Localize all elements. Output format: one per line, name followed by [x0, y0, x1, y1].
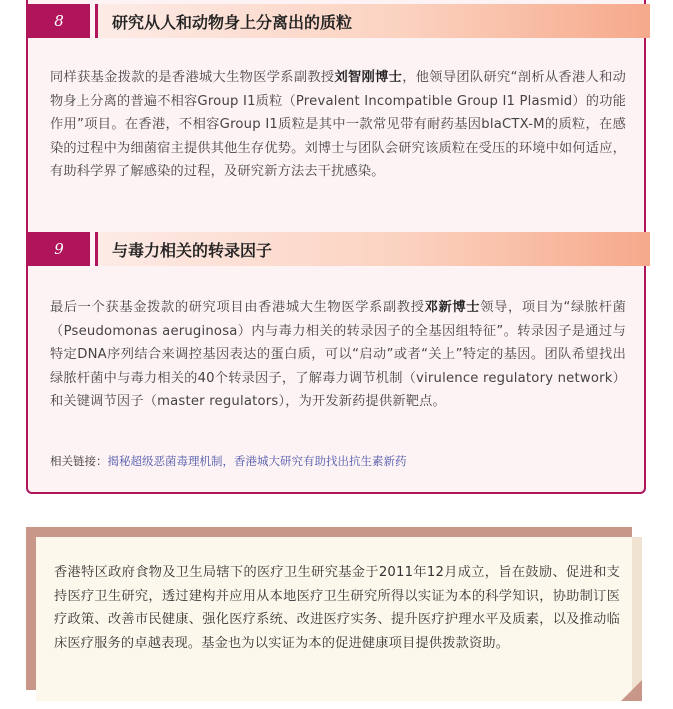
related-separator: ，: [222, 454, 234, 468]
note-paragraph: 香港特区政府食物及卫生局辖下的医疗卫生研究基金于2011年12月成立，旨在鼓励、促进和支持医疗卫生研究，透过建构并应用从本地医疗卫生研究所得以实证为本的科学知识，协助制订医疗政策、改善市民健康、强化医疗系统、改进医疗实务、提升医疗护理水平及质素，以及推动临床医疗服务的卓越表现。基金也为以实证为本的促进健康项目提供拨款资助。: [54, 565, 620, 651]
note-corner-decoration: [621, 680, 642, 701]
section-title-bar: [95, 4, 650, 38]
paragraph-text: ，他领导团队研究“剖析从香港人和动物身上分离的普遍不相容Group I1质粒（Prevalent Incompatible Group I1 Plasmid）的功能作用”项目。在香港，不相容Group I1质粒是其中一款常见带有耐药基因blaCTX-M的质粒，在感染的过程中为细菌宿主提供其他生存优势。刘博士与团队会研究该质粒在受压的环境中如何适应，有助科学界了解感染的过程，及研究新方法去干扰感染。: [50, 70, 626, 179]
section-title: 研究从人和动物身上分离出的质粒: [112, 12, 353, 32]
paragraph-text: 最后一个获基金拨款的研究项目由香港城大生物医学系副教授: [50, 300, 425, 315]
section-title: 与毒力相关的转录因子: [112, 240, 273, 260]
section-number: 9: [54, 240, 64, 258]
article-card: [26, 0, 646, 494]
section-number-badge: [28, 4, 90, 38]
section-number: 8: [54, 12, 64, 30]
related-link-2[interactable]: 香港城大研究有助找出抗生素新药: [234, 454, 407, 468]
related-link-1[interactable]: 揭秘超级恶菌毒理机制: [107, 454, 223, 468]
section-9-header: [28, 232, 650, 266]
section-9-paragraph: [50, 296, 626, 414]
section-8-header: [28, 4, 650, 38]
related-label: 相关链接：: [50, 454, 108, 468]
paragraph-text: 领导，项目为“绿脓杆菌（Pseudomonas aeruginosa）内与毒力相关的转录因子的全基因组特征”。转录因子是通过与特定DNA序列结合来调控基因表达的蛋白质，可以“启动”或者“关上”特定的基因。团队希望找出绿脓杆菌中与毒力相关的40个转录因子，了解毒力调节机制（virulence regulatory network）和关键调节因子（master regulators），为开发新药提供新靶点。: [50, 300, 626, 409]
section-8-paragraph: [50, 66, 626, 184]
related-links: [50, 453, 407, 469]
paragraph-text: 同样获基金拨款的是香港城大生物医学系副教授: [50, 70, 335, 85]
section-number-badge: [28, 232, 90, 266]
researcher-name: 邓新博士: [424, 300, 481, 315]
section-title-bar: [95, 232, 650, 266]
researcher-name: 刘智刚博士: [334, 70, 403, 85]
